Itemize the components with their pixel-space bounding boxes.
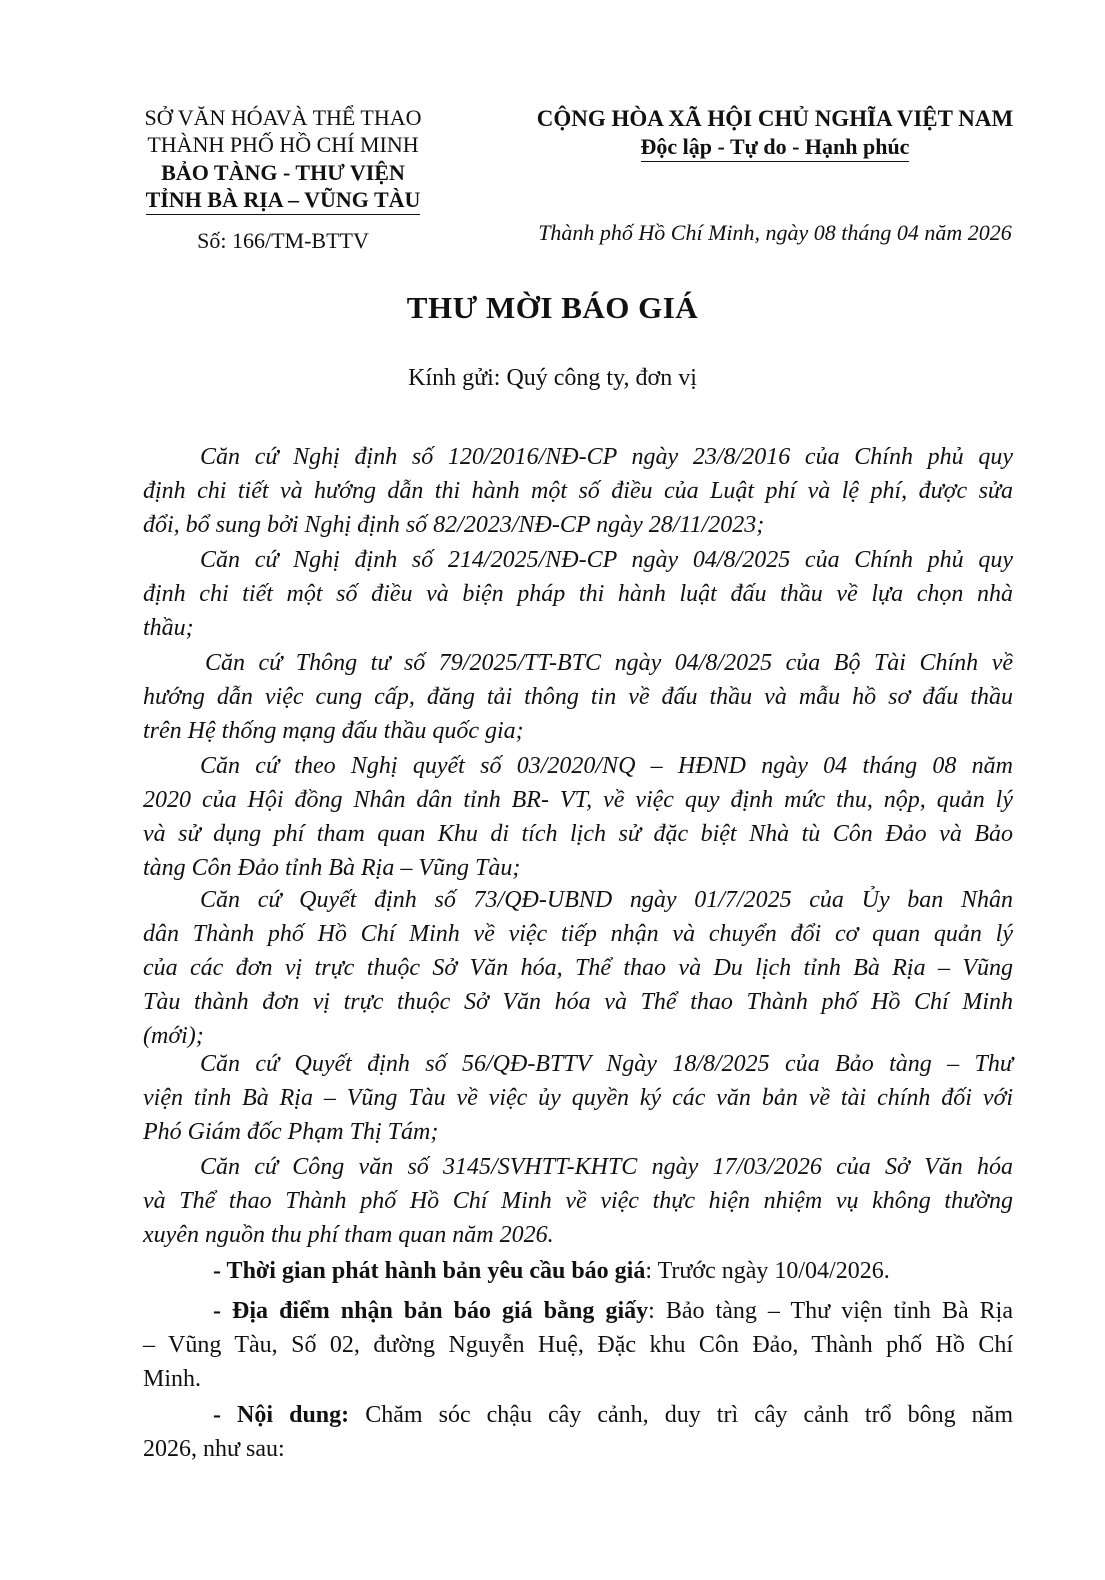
issue-time-label: - Thời gian phát hành bản yêu cầu báo giá bbox=[213, 1258, 646, 1284]
content-line-2: 2026, như sau: bbox=[143, 1436, 285, 1462]
basis-3-line-1: Căn cứ Thông tư số 79/2025/TT-BTC ngày 04/8/2025 của Bộ Tài Chính về bbox=[205, 650, 1013, 676]
basis-5-line-3: của các đơn vị trực thuộc Sở Văn hóa, Thể thao và Du lịch tỉnh Bà Rịa – Vũng bbox=[143, 955, 1013, 981]
basis-5-line-5: (mới); bbox=[143, 1023, 204, 1049]
motto: Độc lập - Tự do - Hạnh phúc bbox=[641, 134, 910, 162]
basis-paragraph-1 bbox=[143, 440, 1013, 542]
basis-4-line-1: Căn cứ theo Nghị quyết số 03/2020/NQ – HĐND ngày 04 tháng 08 năm bbox=[200, 753, 1013, 779]
content-value: Chăm sóc chậu cây cảnh, duy trì cây cảnh trổ bông năm bbox=[349, 1402, 1014, 1428]
basis-4-line-3: và sử dụng phí tham quan Khu di tích lịch sử đặc biệt Nhà tù Côn Đảo và Bảo bbox=[143, 821, 1013, 847]
location-line-1 bbox=[143, 1294, 1013, 1328]
content-line-1 bbox=[143, 1398, 1013, 1432]
basis-paragraph-2 bbox=[143, 543, 1013, 645]
agency-line-1: SỞ VĂN HÓAVÀ THỂ THAO bbox=[144, 105, 422, 130]
content-label: - Nội dung: bbox=[213, 1402, 350, 1428]
basis-6-line-2: viện tỉnh Bà Rịa – Vũng Tàu về việc ủy quyền ký các văn bản về tài chính đối với bbox=[143, 1085, 1013, 1111]
basis-1-line-1: Căn cứ Nghị định số 120/2016/NĐ-CP ngày 23/8/2016 của Chính phủ quy bbox=[200, 444, 1013, 470]
basis-3-line-3: trên Hệ thống mạng đấu thầu quốc gia; bbox=[143, 718, 524, 744]
location-item bbox=[143, 1294, 1013, 1396]
greeting: Kính gửi: Quý công ty, đơn vị bbox=[408, 365, 697, 391]
motto-line bbox=[480, 134, 1070, 160]
agency-name: TỈNH BÀ RỊA – VŨNG TÀU bbox=[146, 187, 421, 215]
issue-time-item bbox=[143, 1254, 1013, 1288]
basis-5-line-2: dân Thành phố Hồ Chí Minh về việc tiếp nhận và chuyển đổi cơ quan quản lý bbox=[143, 921, 1013, 947]
location-label: - Địa điểm nhận bản báo giá bằng giấy bbox=[213, 1298, 649, 1324]
basis-5-line-4: Tàu thành đơn vị trực thuộc Sở Văn hóa và Thể thao Thành phố Hồ Chí Minh bbox=[143, 989, 1013, 1015]
basis-2-line-1: Căn cứ Nghị định số 214/2025/NĐ-CP ngày 04/8/2025 của Chính phủ quy bbox=[200, 547, 1013, 573]
document-title: THƯ MỜI BÁO GIÁ bbox=[406, 290, 699, 325]
basis-paragraph-4 bbox=[143, 749, 1013, 885]
basis-5-line-1: Căn cứ Quyết định số 73/QĐ-UBND ngày 01/7/2025 của Ủy ban Nhân bbox=[200, 887, 1013, 913]
basis-1-line-2: định chi tiết và hướng dẫn thi hành một số điều của Luật phí và lệ phí, được sửa bbox=[143, 478, 1013, 504]
basis-paragraph-3 bbox=[143, 646, 1013, 748]
basis-4-line-4: tàng Côn Đảo tỉnh Bà Rịa – Vũng Tàu; bbox=[143, 855, 521, 881]
basis-6-line-1: Căn cứ Quyết định số 56/QĐ-BTTV Ngày 18/8/2025 của Bảo tàng – Thư bbox=[200, 1051, 1013, 1077]
basis-paragraph-6 bbox=[143, 1047, 1013, 1149]
basis-6-line-3: Phó Giám đốc Phạm Thị Tám; bbox=[143, 1119, 439, 1145]
basis-1-line-3: đổi, bổ sung bởi Nghị định số 82/2023/NĐ-CP ngày 28/11/2023; bbox=[143, 512, 765, 538]
basis-4-line-2: 2020 của Hội đồng Nhân dân tỉnh BR- VT, về việc quy định mức thu, nộp, quản lý bbox=[143, 787, 1013, 813]
location-line-3: Minh. bbox=[143, 1366, 202, 1392]
issue-time-line bbox=[143, 1254, 1013, 1288]
agency-line-2: THÀNH PHỐ HỒ CHÍ MINH bbox=[147, 132, 419, 157]
basis-paragraph-5 bbox=[143, 883, 1013, 1053]
issue-time-value: : Trước ngày 10/04/2026. bbox=[645, 1258, 890, 1284]
country-name: CỘNG HÒA XÃ HỘI CHỦ NGHĨA VIỆT NAM bbox=[536, 106, 1014, 131]
location-line-2: – Vũng Tàu, Số 02, đường Nguyễn Huệ, Đặc khu Côn Đảo, Thành phố Hồ Chí bbox=[143, 1332, 1013, 1358]
location-value: : Bảo tàng – Thư viện tỉnh Bà Rịa bbox=[648, 1298, 1013, 1324]
basis-2-line-2: định chi tiết một số điều và biện pháp thi hành luật đấu thầu về lựa chọn nhà bbox=[143, 581, 1013, 607]
agency-line-4 bbox=[108, 186, 458, 214]
basis-7-line-1: Căn cứ Công văn số 3145/SVHTT-KHTC ngày 17/03/2026 của Sở Văn hóa bbox=[200, 1154, 1013, 1180]
date-line: Thành phố Hồ Chí Minh, ngày 08 tháng 04 năm 2026 bbox=[538, 220, 1012, 245]
content-item bbox=[143, 1398, 1013, 1466]
basis-paragraph-7 bbox=[143, 1150, 1013, 1252]
basis-7-line-3: xuyên nguồn thu phí tham quan năm 2026. bbox=[143, 1222, 554, 1248]
basis-7-line-2: và Thể thao Thành phố Hồ Chí Minh về việc thực hiện nhiệm vụ không thường bbox=[143, 1188, 1013, 1214]
basis-2-line-3: thầu; bbox=[143, 615, 194, 641]
document-number: Số: 166/TM-BTTV bbox=[197, 228, 369, 253]
agency-line-3: BẢO TÀNG - THƯ VIỆN bbox=[161, 160, 405, 185]
basis-3-line-2: hướng dẫn việc cung cấp, đăng tải thông tin về đấu thầu và mẫu hồ sơ đấu thầu bbox=[143, 684, 1013, 710]
